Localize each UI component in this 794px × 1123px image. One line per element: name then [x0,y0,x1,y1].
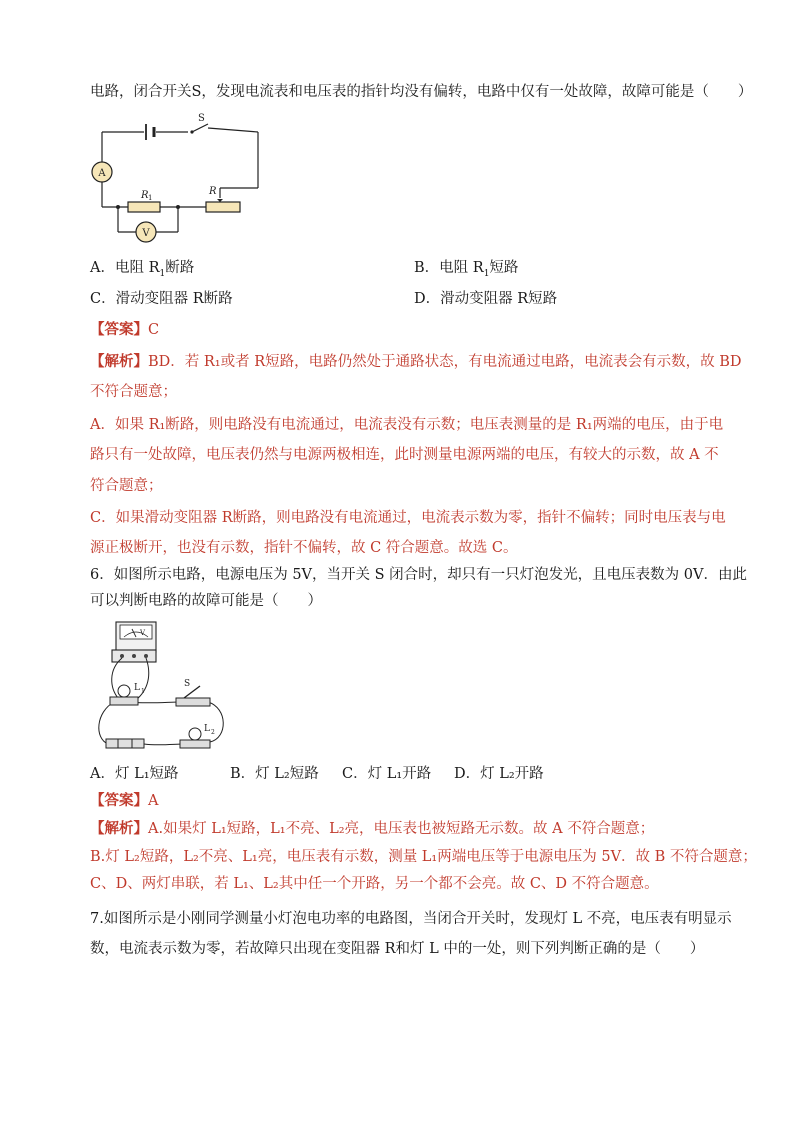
l2-label: L [204,724,210,734]
q5-option-c[interactable]: C．滑动变阻器 R断路 [90,291,233,307]
q5-option-a[interactable]: A．电阻 $R_1$断路 [90,260,195,279]
q6-analysis-line: B.灯 L₂短路，L₂不亮、L₁亮，电压表有示数，测量 L₁两端电压等于电源电压为 5V．故 B 不符合题意； [90,849,757,865]
q5-stem: 电路，闭合开关S，发现电流表和电压表的指针均没有偏转，电路中仅有一处故障，故障可能是（ ） [90,84,753,100]
q6-option-c[interactable]: C．灯 L₁开路 [342,766,432,782]
voltmeter-icon [112,622,156,662]
q5-circuit-diagram [88,110,268,245]
l1-subscript: 1 [141,688,145,695]
resistor-r1 [128,202,160,212]
q5-option-b[interactable]: B．电阻 $R_1$短路 [414,260,519,279]
q7-stem-line: 数，电流表示数为零，若故障只出现在变阻器 R和灯 L 中的一处，则下列判断正确的是（ ） [90,941,705,957]
q6-option-a[interactable]: A．灯 L₁短路 [90,766,179,782]
q5-option-d[interactable]: D．滑动变阻器 R短路 [414,291,558,307]
voltmeter-label: V [140,629,146,637]
q5-analysis-line: 不符合题意； [90,384,177,400]
q5-analysis-line: 源正极断开，也没有示数，指针不偏转，故 C 符合题意。故选 C。 [90,540,518,556]
ammeter-label: A [98,168,106,179]
r-label: R [209,186,217,197]
q5-answer: 【答案】C [90,321,160,338]
q5-analysis-line: 路只有一处故障，电压表仍然与电源两极相连，此时测量电源两端的电压，有较大的示数，故 A 不 [90,447,719,463]
l1-label: L [134,683,140,693]
r1-subscript: 1 [148,194,153,202]
q5-analysis-line: A．如果 R₁断路，则电路没有电流通过，电流表没有示数；电压表测量的是 R₁两端的电压，由于电 [90,417,724,433]
q6-analysis-line: 【解析】A.如果灯 L₁短路，L₁不亮、L₂亮，电压表也被短路无示数。故 A 不符合题意； [90,820,655,837]
q5-analysis-line: 符合题意； [90,478,163,494]
voltmeter-label: V [142,228,150,239]
r1-label: R [141,190,149,201]
q6-circuit-photo [88,620,238,755]
switch-label: S [198,113,205,124]
q7-stem-line: 7.如图所示是小刚同学测量小灯泡电功率的电路图，当闭合开关时，发现灯 L 不亮，电压表有明显示 [90,911,732,927]
q6-analysis-line: C、D、两灯串联，若 L₁、L₂其中任一个开路，另一个都不会亮。故 C、D 不符合题意。 [90,876,659,892]
q5-analysis-line: 【解析】BD．若 R₁或者 R短路，电路仍然处于通路状态，有电流通过电路，电流表会有示数，故 BD [90,353,742,370]
q6-option-d[interactable]: D．灯 L₂开路 [454,766,544,782]
switch-label: S [184,679,191,689]
q5-analysis-line: C．如果滑动变阻器 R断路，则电路没有电流通过，电流表示数为零，指针不偏转；同时电压表与电 [90,510,726,526]
q6-option-b[interactable]: B．灯 L₂短路 [230,766,319,782]
q6-stem-line: 可以判断电路的故障可能是（ ） [90,593,322,609]
rheostat-r [206,202,240,212]
q6-stem-line: 6．如图所示电路，电源电压为 5V，当开关 S 闭合时，却只有一只灯泡发光，且电压表数为 0V．由此 [90,567,747,583]
q6-answer: 【答案】A [90,792,159,809]
l2-subscript: 2 [211,729,215,736]
